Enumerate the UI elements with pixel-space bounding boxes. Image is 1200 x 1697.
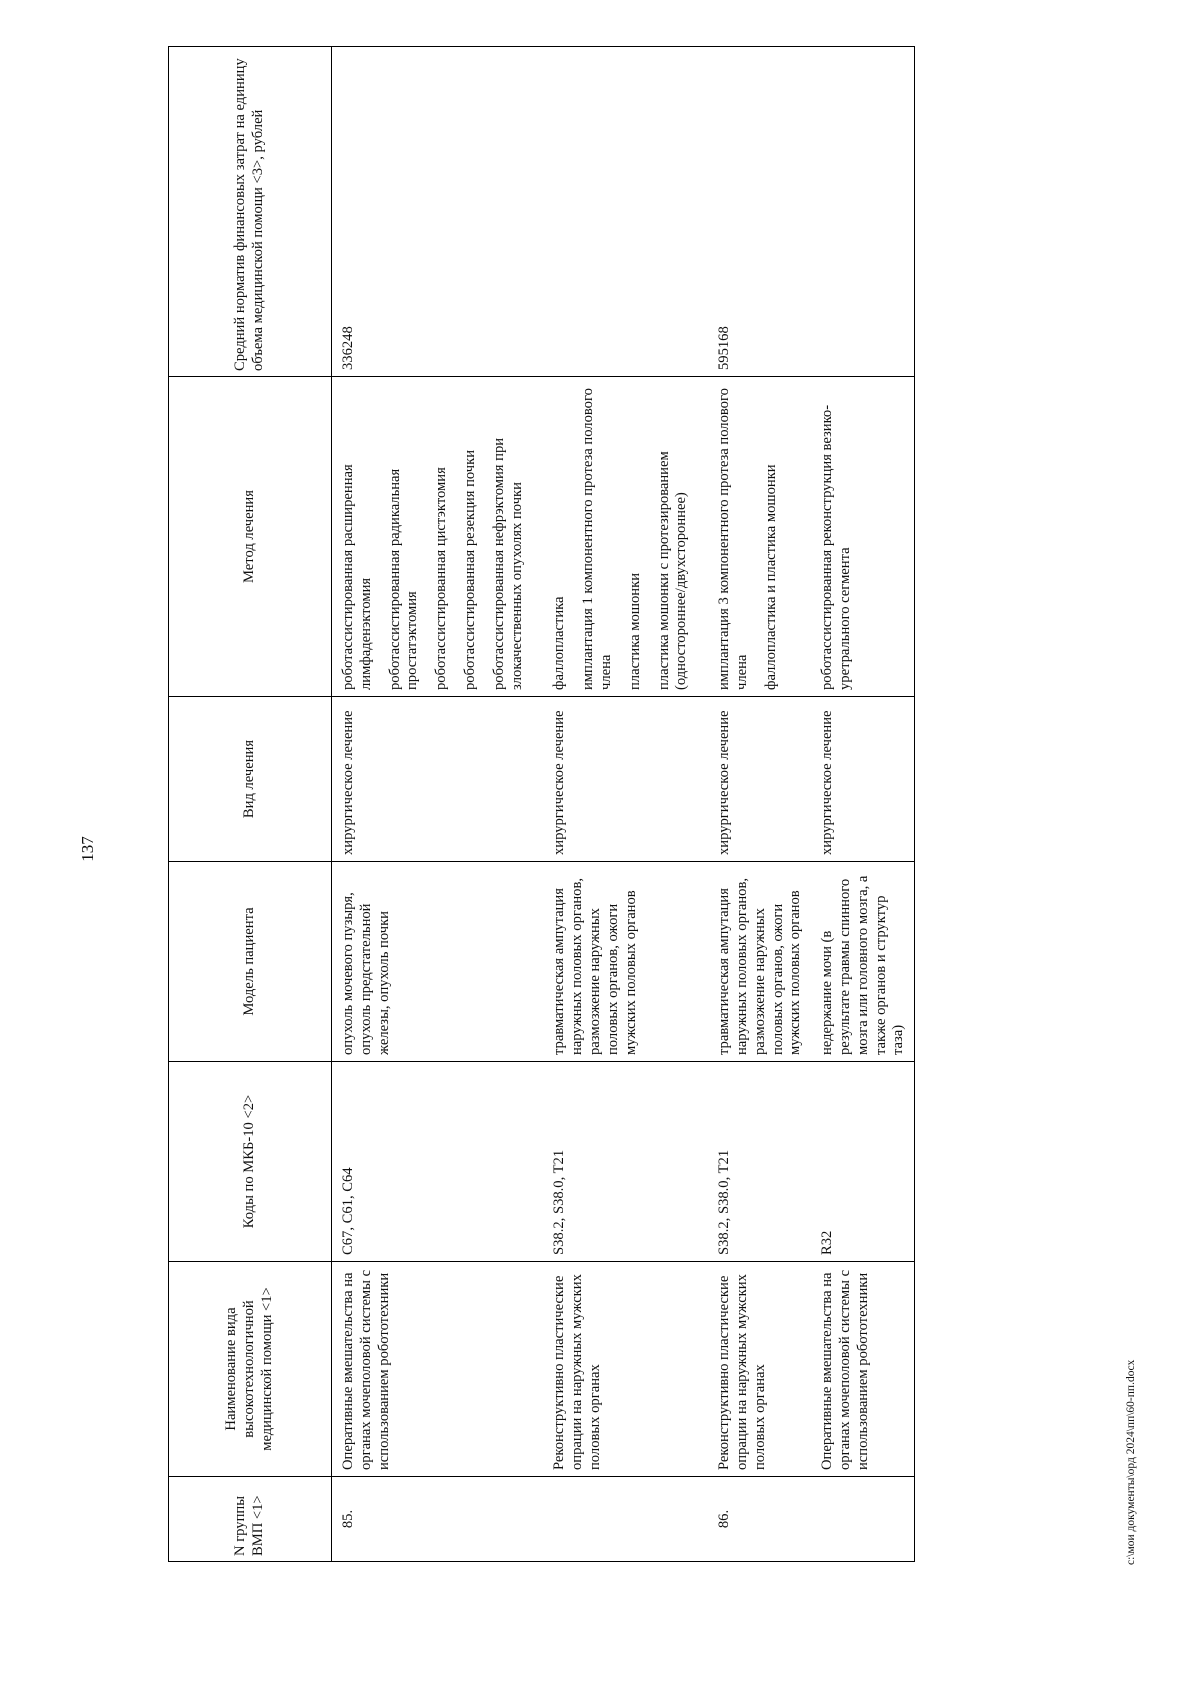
header-icd-codes: Коды по МКБ-10 <2> <box>169 1062 332 1262</box>
treatment-method: пластика мошонки с протезированием (одностороннее/двухстороннее) <box>655 451 690 690</box>
cell-treatment-methods <box>708 377 811 697</box>
cell-group-number: 85. <box>332 1477 544 1562</box>
cell-treatment-type: хирургическое лечение <box>708 697 811 862</box>
table-header-row <box>169 47 332 1562</box>
cell-vmp-name: Оперативные вмешательства на органах мочеполовой системы с использованием робототехники <box>811 1262 914 1477</box>
treatment-method: роботассистированная радикальная простатэктомия <box>386 468 421 690</box>
table-row <box>708 47 811 1562</box>
cell-treatment-type: хирургическое лечение <box>811 697 914 862</box>
cell-icd-codes: C67, C61, C64 <box>332 1062 544 1262</box>
cell-cost: 595168 <box>708 47 811 377</box>
treatment-method: имплантация 3 компонентного протеза полового члена <box>716 388 750 690</box>
cell-treatment-methods <box>811 377 914 697</box>
treatment-method: пластика мошонки <box>626 572 643 690</box>
cell-patient-model: травматическая ампутация наружных половых органов, размозжение наружных половых органов, ожоги мужских половых органов <box>708 862 811 1062</box>
cell-group-number <box>543 1477 708 1562</box>
cell-patient-model: недержание мочи (в результате травмы спинного мозга или головного мозга, а также органов и структур таза) <box>811 862 914 1062</box>
file-path-footer: c:\мои документы\орд 2024\пп\60-пп.docx <box>1125 1359 1137 1565</box>
treatment-method: роботассистированная нефрэктомия при злокачественных опухолях почки <box>490 437 525 690</box>
header-cost-norm: Средний норматив финансовых затрат на единицу объема медицинской помощи <3>, рублей <box>169 47 332 377</box>
header-vmp-name: Наименование вида высокотехнологичной медицинской помощи <1> <box>169 1262 332 1477</box>
treatment-method: роботассистированная резекция почки <box>461 449 478 690</box>
cell-vmp-name: Оперативные вмешательства на органах мочеполовой системы с использованием робототехники <box>332 1262 544 1477</box>
cell-group-number <box>811 1477 914 1562</box>
cell-vmp-name: Реконструктивно пластические опрации на наружных мужских половых органах <box>543 1262 708 1477</box>
cell-group-number: 86. <box>708 1477 811 1562</box>
table-row <box>332 47 544 1562</box>
header-treatment-type: Вид лечения <box>169 697 332 862</box>
treatment-method: роботассистированная реконструкция везико-уретрального сегмента <box>819 404 853 690</box>
cell-cost: 336248 <box>332 47 544 377</box>
table-row <box>543 47 708 1562</box>
cell-vmp-name: Реконструктивно пластические опрации на наружных мужских половых органах <box>708 1262 811 1477</box>
cell-treatment-type: хирургическое лечение <box>332 697 544 862</box>
cell-cost <box>811 47 914 377</box>
cell-patient-model: опухоль мочевого пузыря, опухоль предстательной железы, опухоль почки <box>332 862 544 1062</box>
treatment-method: роботассистированная цистэктомия <box>433 467 450 690</box>
cell-treatment-methods <box>543 377 708 697</box>
cell-treatment-type: хирургическое лечение <box>543 697 708 862</box>
cell-icd-codes: S38.2, S38.0, T21 <box>543 1062 708 1262</box>
treatment-method: имплантация 1 компонентного протеза полового члена <box>580 388 614 690</box>
cell-treatment-methods <box>332 377 544 697</box>
header-treatment-method: Метод лечения <box>169 377 332 697</box>
cell-patient-model: травматическая ампутация наружных половых органов, размозжение наружных половых органов, ожоги мужских половых органов <box>543 862 708 1062</box>
cell-icd-codes: S38.2, S38.0, T21 <box>708 1062 811 1262</box>
treatment-method: фаллопластика и пластика мошонки <box>762 464 779 690</box>
cell-cost <box>543 47 708 377</box>
cell-icd-codes: R32 <box>811 1062 914 1262</box>
page-number: 137 <box>78 836 97 862</box>
header-group-number: N группы ВМП <1> <box>169 1477 332 1562</box>
vmp-table <box>168 46 915 1562</box>
header-patient-model: Модель пациента <box>169 862 332 1062</box>
table-row <box>811 47 914 1562</box>
treatment-method: фаллопластика <box>551 596 568 690</box>
treatment-method: роботассистированная расширенная лимфаденэктомия <box>340 464 374 690</box>
